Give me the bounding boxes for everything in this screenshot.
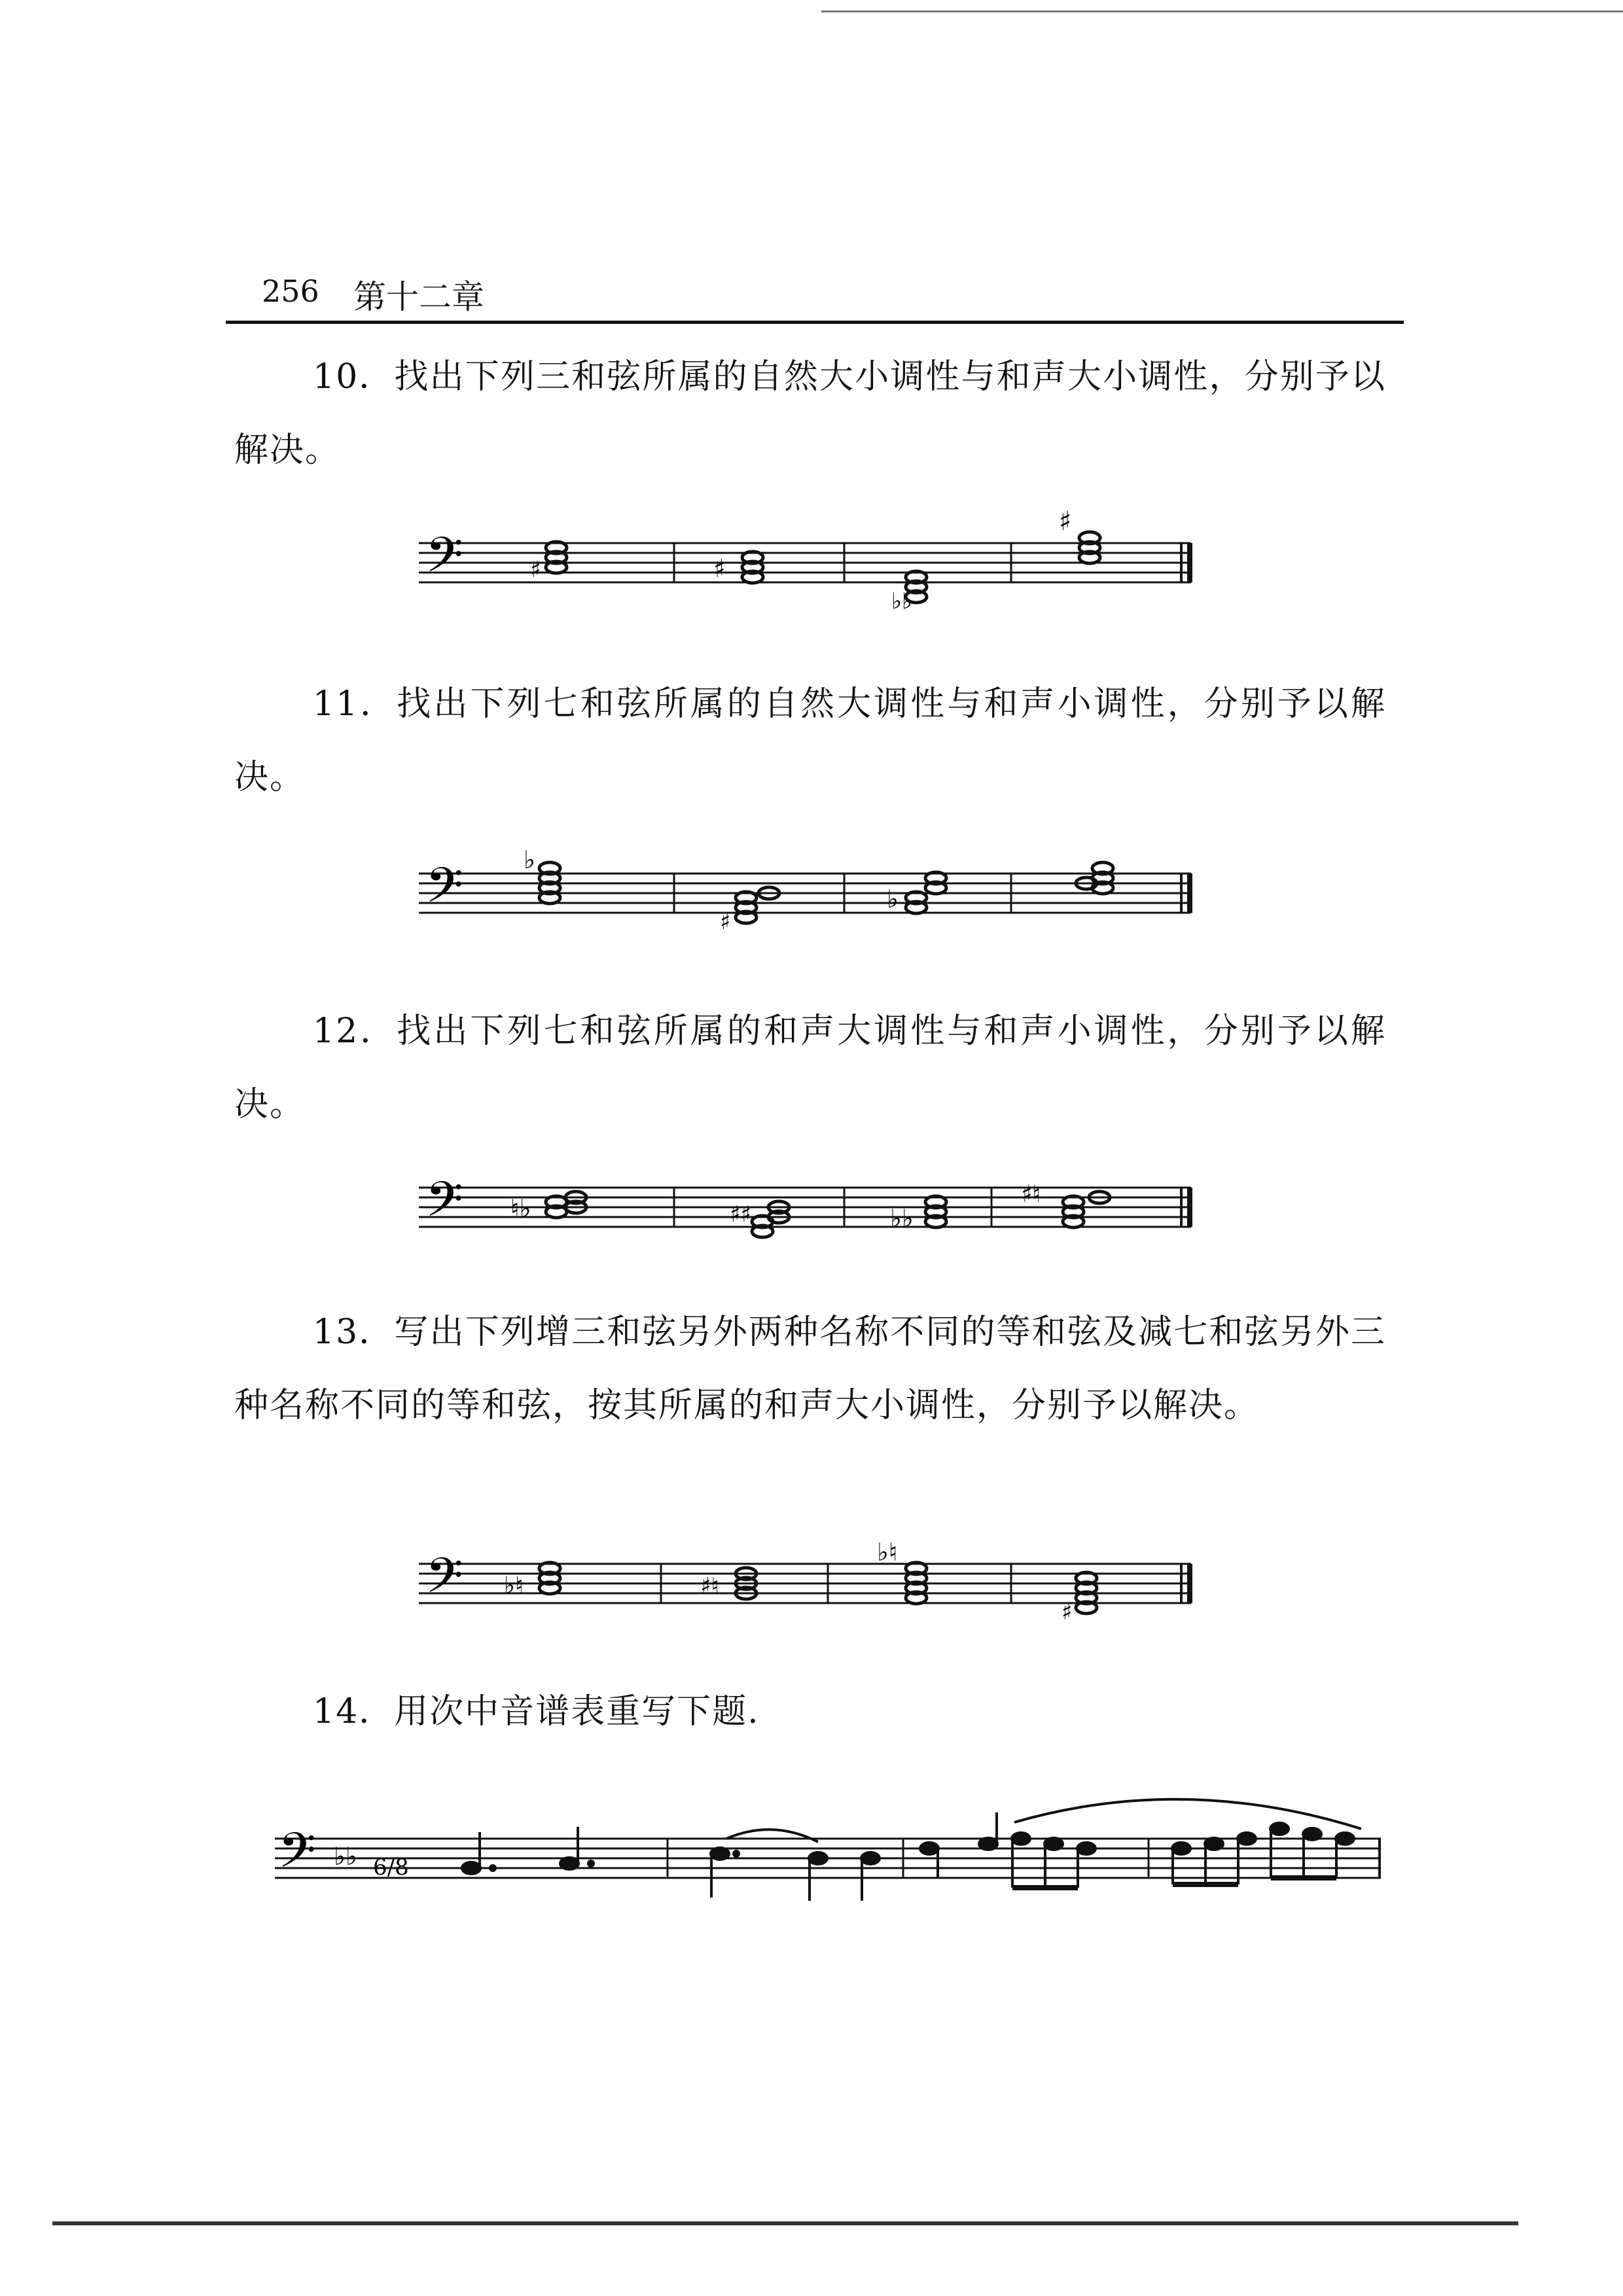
header-rule bbox=[226, 321, 1404, 324]
flat-accidental: ♭ bbox=[887, 885, 899, 913]
bass-clef-icon: 𝄢 bbox=[425, 1547, 463, 1616]
staff-q10 bbox=[419, 504, 1204, 635]
staff-q12 bbox=[419, 1161, 1204, 1292]
bass-clef-icon: 𝄢 bbox=[425, 527, 463, 595]
bass-clef-icon: 𝄢 bbox=[425, 857, 463, 926]
page-number: 256 bbox=[262, 274, 319, 309]
question-11: 11．找出下列七和弦所属的自然大调性与和声小调性，分别予以解决。 bbox=[234, 684, 1386, 797]
staff-q11 bbox=[419, 834, 1204, 965]
bass-clef-icon: 𝄢 bbox=[278, 1822, 316, 1891]
staff-q13 bbox=[419, 1525, 1204, 1655]
melody-q14 bbox=[462, 1799, 1361, 1901]
sharp-accidental: ♯ bbox=[530, 557, 541, 583]
bass-clef-icon: 𝄢 bbox=[425, 1171, 463, 1240]
chord-q12-3 bbox=[925, 1196, 946, 1227]
bottom-edge-rule bbox=[52, 2221, 1518, 2225]
chord-q12-1 bbox=[546, 1192, 586, 1218]
top-edge-rule bbox=[821, 10, 1623, 12]
accidental-pair: ♭♮ bbox=[504, 1572, 524, 1599]
flat-accidental: ♯ bbox=[713, 554, 726, 583]
accidental-pair: ♭♭ bbox=[890, 1204, 914, 1233]
chord-q13-1 bbox=[539, 1563, 560, 1594]
question-13: 13．写出下列增三和弦另外两种名称不同的等和弦及减七和弦另外三种名称不同的等和弦，按其所属的和声大小调性，分别予以解决。 bbox=[234, 1313, 1386, 1425]
accidental-pair: ♯♮ bbox=[700, 1573, 719, 1599]
flat-accidental: ♯ bbox=[1059, 506, 1072, 537]
chord-q10-2 bbox=[742, 552, 763, 583]
chord-q10-4 bbox=[1079, 532, 1100, 563]
chapter-title: 第十二章 bbox=[353, 278, 484, 316]
staff-q14 bbox=[275, 1767, 1387, 1937]
chord-q13-3 bbox=[906, 1563, 927, 1604]
sharp-accidental: ♯ bbox=[720, 909, 731, 935]
sharp-accidental: ♭♭ bbox=[891, 588, 913, 614]
question-14: 14．用次中音谱表重写下题. bbox=[313, 1692, 760, 1731]
time-signature: 6/8 bbox=[373, 1854, 409, 1881]
chord-q11-4 bbox=[1076, 862, 1113, 894]
question-10: 10．找出下列三和弦所属的自然大小调性与和声大小调性，分别予以解决。 bbox=[234, 357, 1386, 470]
accidental-pair: ♮♭ bbox=[510, 1194, 531, 1223]
chord-q13-4 bbox=[1076, 1572, 1097, 1614]
sharp-accidental: ♯ bbox=[1061, 1599, 1073, 1625]
key-signature: ♭♭ bbox=[334, 1842, 357, 1871]
chord-q11-1 bbox=[539, 862, 560, 904]
accidental-pair: ♯♯ bbox=[730, 1201, 751, 1227]
chord-q10-1 bbox=[546, 542, 567, 573]
accidental-pair: ♯♮ bbox=[1021, 1181, 1041, 1208]
flat-accidental: ♭ bbox=[524, 845, 535, 874]
question-12: 12．找出下列七和弦所属的和声大调性与和声小调性，分别予以解决。 bbox=[234, 1012, 1386, 1124]
accidental-pair: ♭♮ bbox=[877, 1538, 898, 1566]
